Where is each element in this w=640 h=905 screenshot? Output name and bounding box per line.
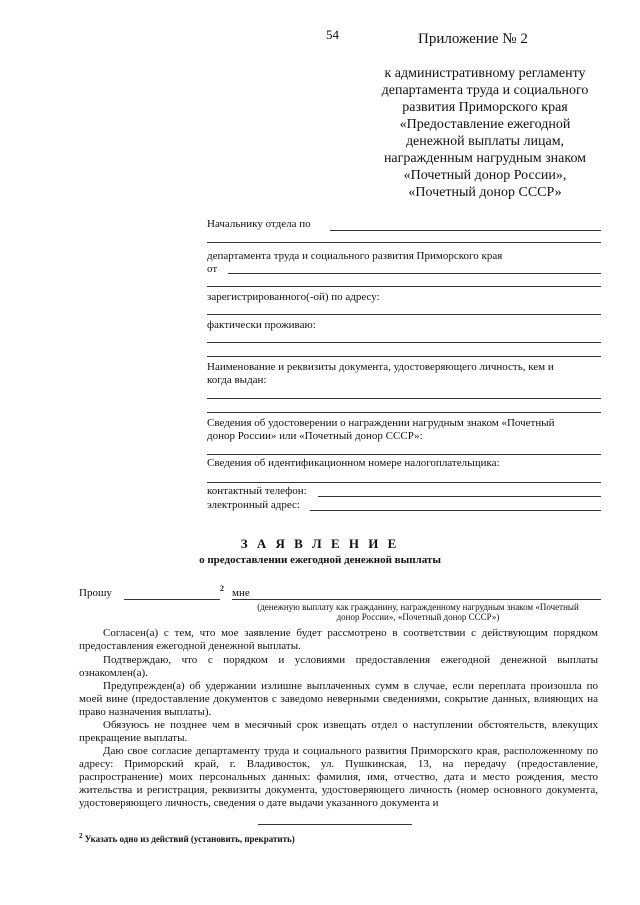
award-certificate-field[interactable] — [207, 454, 601, 455]
regulation-line: «Почетный донор России», — [403, 168, 567, 183]
registered-address-field[interactable] — [207, 314, 601, 315]
caption-line: донор России», «Почетный донор СССР») — [336, 612, 500, 622]
blank-line[interactable] — [207, 286, 601, 287]
page-number: 54 — [326, 27, 339, 42]
payment-type-field[interactable] — [232, 599, 601, 600]
footnote-mark: 2 — [79, 832, 83, 840]
regulation-line: «Предоставление ежегодной — [399, 117, 571, 132]
registered-address-label: зарегистрированного(-ой) по адресу: — [207, 291, 380, 303]
id-document-label-line: когда выдан: — [207, 374, 267, 386]
regulation-line: «Почетный донор СССР» — [408, 185, 562, 200]
id-document-label — [207, 361, 597, 387]
inn-label: Сведения об идентификационном номере налогоплательщика: — [207, 457, 500, 469]
actual-address-label: фактически проживаю: — [207, 319, 316, 331]
inn-field[interactable] — [207, 482, 601, 483]
footnote-reference: 2 — [220, 584, 224, 593]
blank-line[interactable] — [207, 242, 601, 243]
award-label-line: донор России» или «Почетный донор СССР»: — [207, 430, 423, 442]
email-field[interactable] — [310, 510, 601, 511]
regulation-line: развития Приморского края — [402, 100, 568, 115]
personal-data-consent-paragraph: Даю свое согласие департаменту труда и социального развития Приморского края, расположенному по адресу: Приморский край, г. Владивосток, ул. Пушкинская, 13, на передачу (предоставление, распространение) моих персональных данных: фамилия, имя, отчество, дата и место рождения, место жительства и регистрация, реквизиты документа, удостоверяющего личность (номер основного документа, удостоверяющего личность, сведения о дате выдачи указанного документа и — [79, 745, 598, 809]
phone-label: контактный телефон: — [207, 485, 307, 497]
obligation-paragraph: Обязуюсь не позднее чем в месячный срок извещать отдел о наступлении обстоятельств, влекущих прекращение выплаты. — [79, 719, 598, 744]
regulation-line: к административному регламенту — [384, 66, 586, 81]
from-label: от — [207, 263, 218, 275]
request-label: Прошу — [79, 587, 112, 599]
department-label: департамента труда и социального развития Приморского края — [207, 250, 503, 262]
footnote-separator — [258, 824, 412, 825]
consent-review-paragraph: Согласен(а) с тем, что мое заявление будет рассмотрено в соответствии с действующим порядком предоставления ежегодной денежной выплаты. — [79, 627, 598, 652]
acknowledgement-paragraph: Подтверждаю, что с порядком и условиями предоставления ежегодной денежной выплаты ознакомлен(а). — [79, 654, 598, 679]
caption-line: (денежную выплату как гражданину, награжденному нагрудным знаком «Почетный — [257, 602, 579, 612]
actual-address-field[interactable] — [207, 342, 601, 343]
id-document-field[interactable] — [207, 398, 601, 399]
appendix-title: Приложение № 2 — [418, 31, 528, 47]
overpayment-warning-paragraph: Предупрежден(а) об удержании излишне выплаченных сумм в случае, если переплата произошла по моей вине (предоставление документов с заведомо неверными сведениями, сокрытие данных, влияющих на право назначения выплаты). — [79, 680, 598, 718]
payment-type-caption — [232, 602, 604, 622]
award-label-line: Сведения об удостоверении о награждении нагрудным знаком «Почетный — [207, 417, 555, 429]
statement-title: З А Я В Л Е Н И Е — [240, 536, 400, 551]
regulation-line: департамента труда и социального — [381, 83, 589, 98]
email-label: электронный адрес: — [207, 499, 300, 511]
phone-field[interactable] — [318, 496, 601, 497]
id-document-label-line: Наименование и реквизиты документа, удостоверяющего личность, кем и — [207, 361, 554, 373]
head-name-field[interactable] — [330, 230, 601, 231]
regulation-line: награжденным нагрудным знаком — [383, 151, 587, 166]
statement-subtitle: о предоставлении ежегодной денежной выплаты — [199, 554, 441, 566]
blank-line[interactable] — [207, 356, 601, 357]
regulation-reference — [352, 65, 618, 201]
footnote-text: Указать одно из действий (установить, прекратить) — [84, 834, 295, 844]
footnote — [79, 832, 295, 844]
applicant-name-field[interactable] — [228, 273, 601, 274]
award-certificate-label — [207, 417, 597, 443]
blank-line[interactable] — [207, 412, 601, 413]
regulation-line: денежной выплаты лицам, — [405, 134, 565, 149]
request-me: мне — [232, 587, 250, 599]
to-head-label: Начальнику отдела по — [207, 218, 311, 230]
action-field[interactable] — [124, 599, 220, 600]
